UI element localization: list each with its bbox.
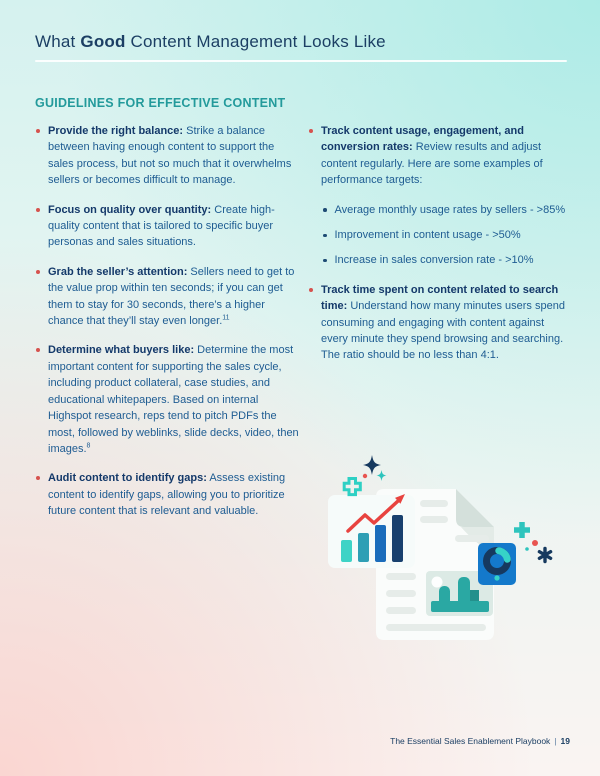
page-title: [35, 32, 386, 52]
left-column: [35, 123, 299, 533]
list-item: [35, 264, 299, 330]
bullet-dot: [36, 270, 40, 274]
bullet-dot: [36, 476, 40, 480]
list-item: [322, 202, 568, 218]
list-item: [308, 123, 568, 189]
list-item: [322, 252, 568, 268]
list-item: [308, 282, 568, 364]
sparkle-decorations-right: [514, 522, 551, 562]
bullet-dot: [309, 288, 313, 292]
bullet-text: Audit content to identify gaps: Assess existing content to identify gaps, allowing you to prioritize future content that is relevant and valuable.: [48, 472, 286, 518]
sparkle-decorations-left: [344, 455, 386, 495]
list-item: [35, 470, 299, 519]
page-title-suffix: Content Management Looks Like: [125, 32, 386, 51]
bullet-text: Determine what buyers like: Determine the most important content for supporting the sales cycle, including product collateral, case studies, and educational whitepapers. Based on internal Highspot research, reps tend to pitch PDFs the most, followed by weblinks, slide decks, video, then images.$^8$: [48, 344, 299, 455]
sub-bullet-text: Improvement in content usage - >50%: [334, 229, 521, 242]
section-heading: GUIDELINES FOR EFFECTIVE CONTENT: [35, 96, 286, 110]
asterisk-icon: [539, 549, 550, 562]
footer-book-title: The Essential Sales Enablement Playbook: [390, 736, 551, 746]
list-item: [35, 342, 299, 457]
sub-bullet-dot: [323, 259, 327, 263]
page-footer: [390, 736, 570, 746]
footer-page-number: 19: [560, 736, 570, 746]
sub-bullet-text: Increase in sales conversion rate - >10%: [334, 254, 534, 267]
right-column: [308, 123, 568, 377]
bullet-text: Focus on quality over quantity: Create high-quality content that is tailored to specific buyer personas and sales situations.: [48, 203, 275, 249]
footnote-ref: 8: [86, 442, 91, 450]
sun-dot: [432, 577, 443, 588]
bullet-text: Provide the right balance: Strike a balance between having enough content to support the sales process, but not so much that it overwhelms sellers or becomes difficult to manage.: [48, 125, 292, 187]
bullet-text: Track time spent on content related to search time: Understand how many minutes users spend consuming and engaging with content against every minute they spend browsing and searching. The ratio should be no less than 4:1.: [321, 283, 565, 362]
footer-separator: |: [554, 736, 557, 746]
list-item: [35, 123, 299, 189]
bullet-dot: [36, 129, 40, 133]
bullet-text: Grab the seller’s attention: Sellers need to get to the value prop within ten seconds; if you can get them to stay for 30 seconds, there’s a higher chance that they’ll stay even longer.$^{11}$: [48, 265, 295, 328]
footnote-ref: 11: [222, 314, 230, 322]
plus-icon: [514, 522, 530, 538]
teal-dot: [525, 547, 529, 551]
performance-targets-list: [322, 202, 568, 269]
bullet-text: Track content usage, engagement, and conversion rates: Review results and adjust content regularly. Here are some examples of performance targets:: [321, 125, 543, 187]
bullet-dot: [309, 129, 313, 133]
page-title-bold: Good: [80, 32, 126, 51]
sub-bullet-dot: [323, 208, 327, 212]
red-dot: [363, 474, 367, 478]
list-item: [35, 202, 299, 251]
sparkle-icon-small: [377, 470, 387, 481]
page-title-prefix: What: [35, 32, 81, 51]
donut-chart-icon: [478, 543, 516, 585]
sub-bullet-dot: [323, 234, 327, 238]
bullet-dot: [36, 208, 40, 212]
sub-bullet-text: Average monthly usage rates by sellers - >85%: [334, 203, 566, 216]
plus-outline-icon: [344, 479, 360, 495]
bar-chart-card: [328, 494, 415, 568]
bullet-dot: [36, 348, 40, 352]
sparkle-icon: [363, 455, 381, 475]
red-dot: [532, 540, 538, 546]
list-item: [322, 227, 568, 243]
header-divider: [35, 60, 567, 62]
content-analytics-illustration: [328, 443, 580, 677]
